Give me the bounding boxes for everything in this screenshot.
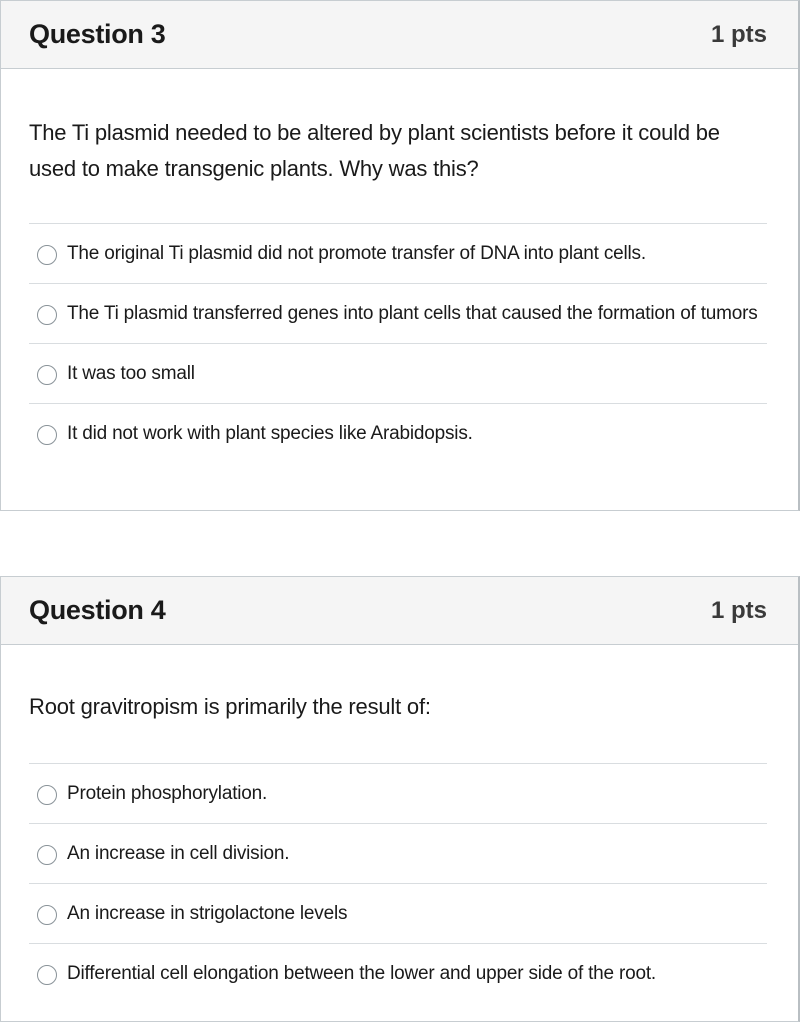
radio-button[interactable]: [37, 965, 57, 985]
question-title: Question 3: [29, 19, 166, 49]
answer-label[interactable]: Protein phosphorylation.: [67, 783, 268, 804]
answer-option[interactable]: [29, 943, 767, 1003]
radio-button[interactable]: [37, 245, 57, 265]
answer-option[interactable]: [29, 763, 767, 823]
radio-button[interactable]: [37, 305, 57, 325]
answer-label[interactable]: An increase in strigolactone levels: [67, 903, 348, 924]
question-header: [1, 577, 798, 645]
answer-label[interactable]: Differential cell elongation between the lower and upper side of the root.: [67, 963, 657, 984]
answer-option[interactable]: [29, 223, 767, 283]
question-text: Root gravitropism is primarily the result of:: [29, 694, 431, 719]
question-body: [1, 69, 798, 463]
answer-option[interactable]: [29, 343, 767, 403]
radio-button[interactable]: [37, 845, 57, 865]
radio-button[interactable]: [37, 785, 57, 805]
answer-option[interactable]: [29, 883, 767, 943]
answer-option[interactable]: [29, 823, 767, 883]
radio-button[interactable]: [37, 905, 57, 925]
question-title: Question 4: [29, 595, 166, 625]
radio-button[interactable]: [37, 365, 57, 385]
question-points: 1 pts: [710, 20, 767, 48]
answer-list: [29, 763, 767, 1003]
answer-label[interactable]: The original Ti plasmid did not promote transfer of DNA into plant cells.: [67, 243, 646, 264]
answer-label[interactable]: The Ti plasmid transferred genes into plant cells that caused the formation of tumors: [67, 303, 758, 324]
answer-option[interactable]: [29, 283, 767, 343]
question-body: [1, 645, 798, 1003]
question-card-3: [0, 0, 800, 511]
question-text: The Ti plasmid needed to be altered by plant scientists before it could be used to make transgenic plants. Why was this?: [29, 120, 720, 181]
answer-list: [29, 223, 767, 463]
question-header: [1, 1, 798, 69]
answer-label[interactable]: It was too small: [67, 363, 195, 384]
question-card-4: [0, 576, 800, 1022]
question-points: 1 pts: [710, 596, 767, 624]
answer-option[interactable]: [29, 403, 767, 463]
answer-label[interactable]: An increase in cell division.: [67, 843, 290, 864]
radio-button[interactable]: [37, 425, 57, 445]
answer-label[interactable]: It did not work with plant species like Arabidopsis.: [67, 423, 473, 444]
